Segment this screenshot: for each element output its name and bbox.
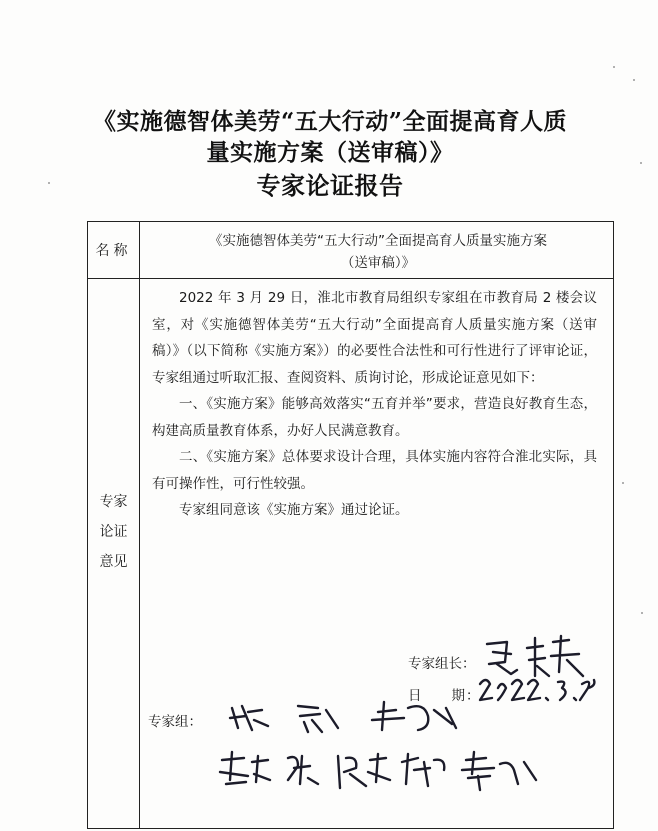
- name-value: [158, 230, 598, 274]
- expert-signatures-row-1: [228, 698, 528, 738]
- name-label: 名称: [95, 243, 132, 259]
- opinion-label-part-1: 专家: [99, 494, 128, 510]
- scan-speck: [641, 612, 643, 614]
- document-title-line-2: 量实施方案（送审稿）》: [206, 139, 454, 166]
- opinion-label-part-3: 意见: [99, 554, 128, 570]
- document-title-line-1: 《实施德智体美劳“五大行动”全面提高育人质: [93, 108, 567, 135]
- expert-group-label: 专家组：: [148, 714, 202, 730]
- document-title-line-3: 专家论证报告: [256, 171, 404, 200]
- scan-speck: [622, 482, 624, 484]
- name-value-line-1: 《实施德智体美劳“五大行动”全面提高育人质量实施方案: [209, 233, 547, 249]
- opinion-paragraph-point-2: 二、《实施方案》总体要求设计合理，具体实施内容符合淮北实际，具有可操作性，可行性较强。: [152, 449, 597, 492]
- report-table: [87, 221, 614, 829]
- table-column-divider: [139, 222, 140, 828]
- opinion-paragraph-intro: 2022 年 3 月 29 日，淮北市教育局组织专家组在市教育局 2 楼会议室，对《实施德智体美劳“五大行动”全面提高育人质量实施方案（送审稿）》（以下简称《实施方案》）的必要性合法性和可行性进行了评审论证，专家组通过听取汇报、查阅资料、质询讨论，形成论证意见如下：: [152, 290, 597, 386]
- expert-leader-label: 专家组长：: [408, 656, 476, 672]
- scan-speck: [613, 66, 615, 68]
- scan-speck: [48, 182, 50, 184]
- opinion-paragraph-conclusion: 专家组同意该《实施方案》通过论证。: [179, 502, 409, 518]
- scan-speck: [640, 162, 642, 164]
- date-label: 日 期：: [408, 688, 481, 704]
- expert-signatures-row-2: [218, 750, 568, 798]
- name-value-line-2: （送审稿）》: [340, 255, 416, 271]
- opinion-paragraph-point-1: 一、《实施方案》能够高效落实“五育并举”要求，营造良好教育生态，构建高质量教育体系，办好人民满意教育。: [152, 396, 597, 439]
- table-row-divider: [88, 278, 613, 279]
- opinion-label-part-2: 论证: [99, 524, 128, 540]
- opinion-body: [152, 285, 597, 524]
- scan-speck: [633, 79, 635, 81]
- expert-opinion-label: [88, 487, 139, 577]
